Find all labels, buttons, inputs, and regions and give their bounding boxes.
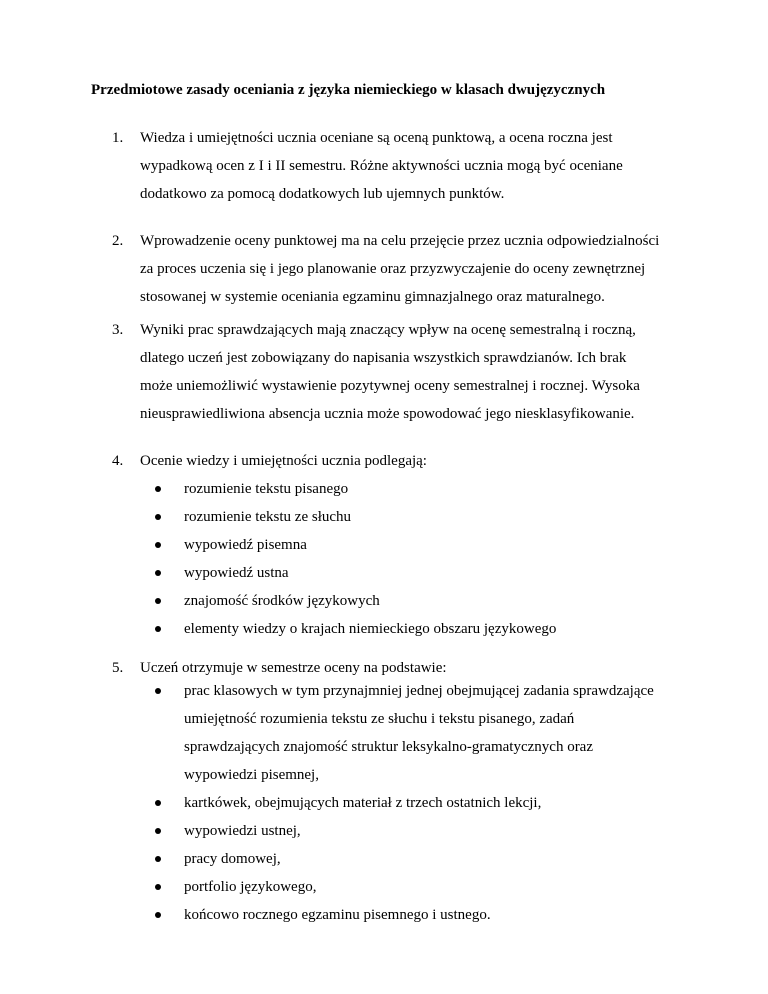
bullet-item: kartkówek, obejmujących materiał z trzech ostatnich lekcji,: [150, 789, 710, 817]
bullet-item: prac klasowych w tym przynajmniej jednej obejmującej zadania sprawdzające umiejętność rozumienia tekstu ze słuchu i tekstu pisanego, zadań sprawdzających znajomość struktur leksykalno-gramatycznych oraz wypowiedzi pisemnej,: [150, 677, 710, 789]
bullet-dot-icon: [155, 800, 161, 806]
item-number: 5.: [112, 660, 124, 676]
document-title: Przedmiotowe zasady oceniania z języka niemieckiego w klasach dwujęzycznych: [91, 82, 606, 98]
bullet-dot-icon: [155, 542, 161, 548]
item-number: 1.: [112, 130, 124, 146]
bullet-item: rozumienie tekstu pisanego: [150, 475, 710, 503]
bullet-dot-icon: [155, 828, 161, 834]
item-line: stosowanej w systemie oceniania egzaminu gimnazjalnego oraz maturalnego.: [140, 289, 605, 305]
bullet-list-5: [150, 677, 710, 929]
bullet-dot-icon: [155, 912, 161, 918]
item-text: [140, 124, 692, 208]
item-number: 4.: [112, 453, 124, 469]
bullet-item: portfolio językowego,: [150, 873, 710, 901]
item-line: Ocenie wiedzy i umiejętności ucznia podlegają:: [140, 453, 427, 469]
bullet-dot-icon: [155, 514, 161, 520]
bullet-list-4: [150, 475, 710, 643]
item-text: [140, 447, 692, 475]
item-line: może uniemożliwić wystawienie pozytywnej oceny semestralnej i rocznej. Wysoka: [140, 378, 640, 394]
bullet-dot-icon: [155, 688, 161, 694]
bullet-item: wypowiedź pisemna: [150, 531, 710, 559]
bullet-item: wypowiedzi ustnej,: [150, 817, 710, 845]
bullet-item: pracy domowej,: [150, 845, 710, 873]
item-line: wypadkową ocen z I i II semestru. Różne aktywności ucznia mogą być oceniane: [140, 158, 623, 174]
bullet-item: znajomość środków językowych: [150, 587, 710, 615]
list-item-1: [112, 130, 692, 208]
item-number: 2.: [112, 233, 124, 249]
bullet-dot-icon: [155, 884, 161, 890]
bullet-item: elementy wiedzy o krajach niemieckiego obszaru językowego: [150, 615, 710, 643]
list-item-2: [112, 233, 692, 311]
item-line: Wiedza i umiejętności ucznia oceniane są oceną punktową, a ocena roczna jest: [140, 130, 613, 146]
bullet-dot-icon: [155, 598, 161, 604]
bullet-item: wypowiedź ustna: [150, 559, 710, 587]
item-text: [140, 316, 692, 428]
list-item-4: [112, 453, 692, 475]
item-line: Wprowadzenie oceny punktowej ma na celu przejęcie przez ucznia odpowiedzialności: [140, 233, 660, 249]
item-line: Uczeń otrzymuje w semestrze oceny na podstawie:: [140, 660, 447, 676]
bullet-dot-icon: [155, 626, 161, 632]
bullet-dot-icon: [155, 856, 161, 862]
bullet-item: rozumienie tekstu ze słuchu: [150, 503, 710, 531]
item-line: nieusprawiedliwiona absencja ucznia może spowodować jego niesklasyfikowanie.: [140, 406, 635, 422]
item-text: [140, 227, 692, 311]
item-line: dlatego uczeń jest zobowiązany do napisania wszystkich sprawdzianów. Ich brak: [140, 350, 627, 366]
item-line: za proces uczenia się i jego planowanie oraz przyzwyczajenie do oceny zewnętrznej: [140, 261, 646, 277]
bullet-dot-icon: [155, 570, 161, 576]
bullet-dot-icon: [155, 486, 161, 492]
list-item-3: [112, 322, 692, 428]
bullet-item: końcowo rocznego egzaminu pisemnego i ustnego.: [150, 901, 710, 929]
item-line: dodatkowo za pomocą dodatkowych lub ujemnych punktów.: [140, 186, 505, 202]
item-number: 3.: [112, 322, 124, 338]
item-line: Wyniki prac sprawdzających mają znaczący wpływ na ocenę semestralną i roczną,: [140, 322, 636, 338]
